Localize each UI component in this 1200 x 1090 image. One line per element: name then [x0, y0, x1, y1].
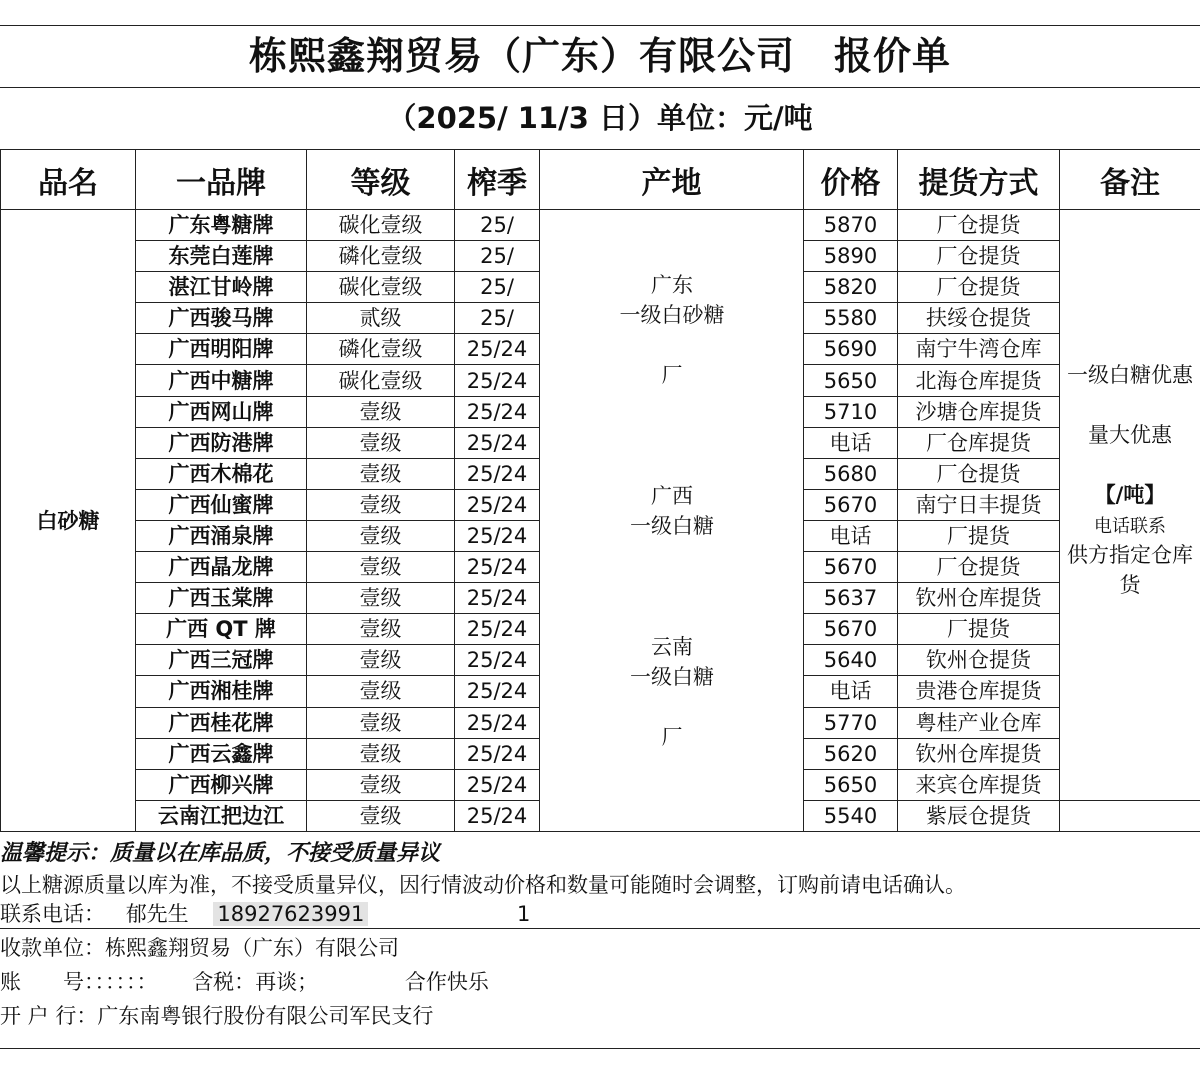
price-cell: 5540: [804, 801, 898, 832]
delivery-cell: 厂仓提货: [898, 241, 1060, 272]
price-cell: 5890: [804, 241, 898, 272]
account-line: [0, 966, 489, 996]
delivery-cell: 厂提货: [898, 614, 1060, 645]
column-header-grade: 等级: [307, 150, 455, 210]
season-cell: 25/: [455, 210, 540, 241]
brand-cell: 广西仙蜜牌: [136, 489, 307, 520]
price-cell: 5670: [804, 552, 898, 583]
season-cell: 25/24: [455, 334, 540, 365]
origin-cell: [540, 210, 804, 832]
grade-cell: 壹级: [307, 738, 455, 769]
brand-cell: 广西云鑫牌: [136, 738, 307, 769]
brand-cell: 云南江把边江: [136, 801, 307, 832]
grade-cell: 碳化壹级: [307, 210, 455, 241]
season-cell: 25/24: [455, 707, 540, 738]
delivery-cell: 北海仓库提货: [898, 365, 1060, 396]
brand-cell: 广西中糖牌: [136, 365, 307, 396]
delivery-cell: 钦州仓库提货: [898, 583, 1060, 614]
price-cell: 5640: [804, 645, 898, 676]
origin-guangdong-grade: 一级白砂糖: [619, 303, 725, 327]
brand-cell: 广西网山牌: [136, 396, 307, 427]
origin-guangdong-factory: 厂: [661, 363, 683, 387]
grade-cell: 壹级: [307, 801, 455, 832]
table-header: [1, 150, 1200, 210]
grade-cell: 壹级: [307, 552, 455, 583]
season-cell: 25/24: [455, 583, 540, 614]
quote-table: [0, 149, 1200, 832]
brand-cell: 广西湘桂牌: [136, 676, 307, 707]
slogan: 合作快乐: [404, 970, 489, 994]
season-cell: 25/24: [455, 489, 540, 520]
season-cell: 25/24: [455, 396, 540, 427]
remark-cell: [1060, 210, 1200, 801]
price-cell: 5770: [804, 707, 898, 738]
bank-name: 广东南粤银行股份有限公司军民支行: [97, 1004, 434, 1028]
origin-guangxi: 广西: [651, 484, 693, 508]
delivery-cell: 南宁日丰提货: [898, 489, 1060, 520]
payee-line: [0, 932, 399, 962]
delivery-cell: 扶绥仓提货: [898, 303, 1060, 334]
price-cell: 5710: [804, 396, 898, 427]
column-header-origin: 产地: [540, 150, 804, 210]
price-cell: 5690: [804, 334, 898, 365]
price-cell: 5670: [804, 489, 898, 520]
season-cell: 25/24: [455, 458, 540, 489]
column-header-delivery: 提货方式: [898, 150, 1060, 210]
price-cell: 5820: [804, 272, 898, 303]
season-cell: 25/24: [455, 769, 540, 800]
contact-name: 郁先生: [125, 902, 189, 926]
document-title: 栋熙鑫翔贸易（广东）有限公司 报价单: [248, 34, 951, 78]
tax-label: 含税：: [192, 970, 256, 994]
document-subtitle: （2025/ 11/3 日）单位：元/吨: [387, 101, 813, 135]
price-cell: 5650: [804, 769, 898, 800]
delivery-cell: 厂提货: [898, 520, 1060, 551]
price-cell: 电话: [804, 427, 898, 458]
delivery-cell: 紫辰仓提货: [898, 801, 1060, 832]
grade-cell: 碳化壹级: [307, 272, 455, 303]
delivery-cell: 厂仓提货: [898, 272, 1060, 303]
season-cell: 25/: [455, 272, 540, 303]
remark-volume-discount: 量大优惠: [1088, 423, 1172, 447]
title-rule: [0, 87, 1200, 88]
brand-cell: 广西三冠牌: [136, 645, 307, 676]
season-cell: 25/24: [455, 614, 540, 645]
grade-cell: 壹级: [307, 676, 455, 707]
season-cell: 25/24: [455, 427, 540, 458]
brand-cell: 广西涌泉牌: [136, 520, 307, 551]
season-cell: 25/24: [455, 676, 540, 707]
bank-label: 开 户 行：: [0, 1004, 98, 1028]
account-label: 账 号：: [0, 970, 95, 994]
grade-cell: 贰级: [307, 303, 455, 334]
brand-cell: 广西 QT 牌: [136, 614, 307, 645]
price-cell: 5870: [804, 210, 898, 241]
payee-label: 收款单位：: [0, 936, 105, 960]
origin-guangdong: 广东: [651, 273, 693, 297]
remark-per-ton: 【/吨】: [1094, 483, 1166, 507]
origin-yunnan-grade: 一级白糖: [630, 665, 714, 689]
contact-label: 联系电话：: [0, 902, 105, 926]
grade-cell: 壹级: [307, 427, 455, 458]
grade-cell: 壹级: [307, 583, 455, 614]
grade-cell: 壹级: [307, 769, 455, 800]
price-cell: 5670: [804, 614, 898, 645]
brand-cell: 广西晶龙牌: [136, 552, 307, 583]
grade-cell: 壹级: [307, 707, 455, 738]
grade-cell: 壹级: [307, 458, 455, 489]
payee-name: 栋熙鑫翔贸易（广东）有限公司: [105, 936, 399, 960]
price-cell: 5650: [804, 365, 898, 396]
brand-cell: 广西玉棠牌: [136, 583, 307, 614]
origin-guangxi-grade: 一级白糖: [630, 514, 714, 538]
brand-cell: 广西柳兴牌: [136, 769, 307, 800]
table-row: [1, 210, 1200, 241]
brand-cell: 广西防港牌: [136, 427, 307, 458]
contact-line: [0, 898, 530, 928]
tax-value: 再谈；: [255, 970, 319, 994]
price-cell: 电话: [804, 520, 898, 551]
grade-cell: 磷化壹级: [307, 334, 455, 365]
season-cell: 25/: [455, 303, 540, 334]
delivery-cell: 来宾仓库提货: [898, 769, 1060, 800]
footer-rule: [0, 928, 1200, 929]
grade-cell: 壹级: [307, 396, 455, 427]
column-header-remark: 备注: [1060, 150, 1200, 210]
delivery-cell: 粤桂产业仓库: [898, 707, 1060, 738]
origin-yunnan-factory: 厂: [661, 725, 683, 749]
price-cell: 5620: [804, 738, 898, 769]
grade-cell: 壹级: [307, 489, 455, 520]
delivery-cell: 厂仓提货: [898, 552, 1060, 583]
delivery-cell: 南宁牛湾仓库: [898, 334, 1060, 365]
remark-empty-cell: [1060, 801, 1200, 832]
contact-phone: 18927623991: [213, 902, 368, 926]
bottom-rule: [0, 1048, 1200, 1049]
season-cell: 25/24: [455, 365, 540, 396]
delivery-cell: 厂仓提货: [898, 458, 1060, 489]
season-cell: 25/: [455, 241, 540, 272]
season-cell: 25/24: [455, 552, 540, 583]
delivery-cell: 贵港仓库提货: [898, 676, 1060, 707]
brand-cell: 广西明阳牌: [136, 334, 307, 365]
grade-cell: 壹级: [307, 614, 455, 645]
grade-cell: 磷化壹级: [307, 241, 455, 272]
delivery-cell: 钦州仓提货: [898, 645, 1060, 676]
account-value: ：：：：：: [94, 970, 158, 994]
delivery-cell: 钦州仓库提货: [898, 738, 1060, 769]
delivery-cell: 厂仓提货: [898, 210, 1060, 241]
season-cell: 25/24: [455, 645, 540, 676]
delivery-cell: 沙塘仓库提货: [898, 396, 1060, 427]
grade-cell: 壹级: [307, 520, 455, 551]
price-cell: 电话: [804, 676, 898, 707]
remark-designated-warehouse: 供方指定仓库货: [1067, 543, 1193, 597]
brand-cell: 广西骏马牌: [136, 303, 307, 334]
contact-extra: 1: [517, 902, 531, 926]
brand-cell: 湛江甘岭牌: [136, 272, 307, 303]
quality-warning: 温馨提示：质量以在库品质，不接受质量异议: [0, 841, 441, 866]
remark-white-sugar-discount: 一级白糖优惠: [1067, 363, 1193, 387]
price-cell: 5680: [804, 458, 898, 489]
origin-yunnan: 云南: [651, 635, 693, 659]
season-cell: 25/24: [455, 801, 540, 832]
column-header-price: 价格: [804, 150, 898, 210]
remark-phone-contact: 电话联系: [1094, 516, 1166, 537]
price-cell: 5580: [804, 303, 898, 334]
column-header-season: 榨季: [455, 150, 540, 210]
column-header-name: 品名: [1, 150, 136, 210]
brand-cell: 东莞白莲牌: [136, 241, 307, 272]
category-cell: 白砂糖: [1, 210, 136, 832]
price-note: 以上糖源质量以库为准，不接受质量异仪，因行情波动价格和数量可能随时会调整，订购前请电话确认。: [0, 873, 966, 897]
bank-line: [0, 1000, 433, 1030]
brand-cell: 广东粤糖牌: [136, 210, 307, 241]
season-cell: 25/24: [455, 738, 540, 769]
brand-cell: 广西木棉花: [136, 458, 307, 489]
delivery-cell: 厂仓库提货: [898, 427, 1060, 458]
grade-cell: 壹级: [307, 645, 455, 676]
brand-cell: 广西桂花牌: [136, 707, 307, 738]
grade-cell: 碳化壹级: [307, 365, 455, 396]
price-cell: 5637: [804, 583, 898, 614]
season-cell: 25/24: [455, 520, 540, 551]
column-header-brand: 一品牌: [136, 150, 307, 210]
